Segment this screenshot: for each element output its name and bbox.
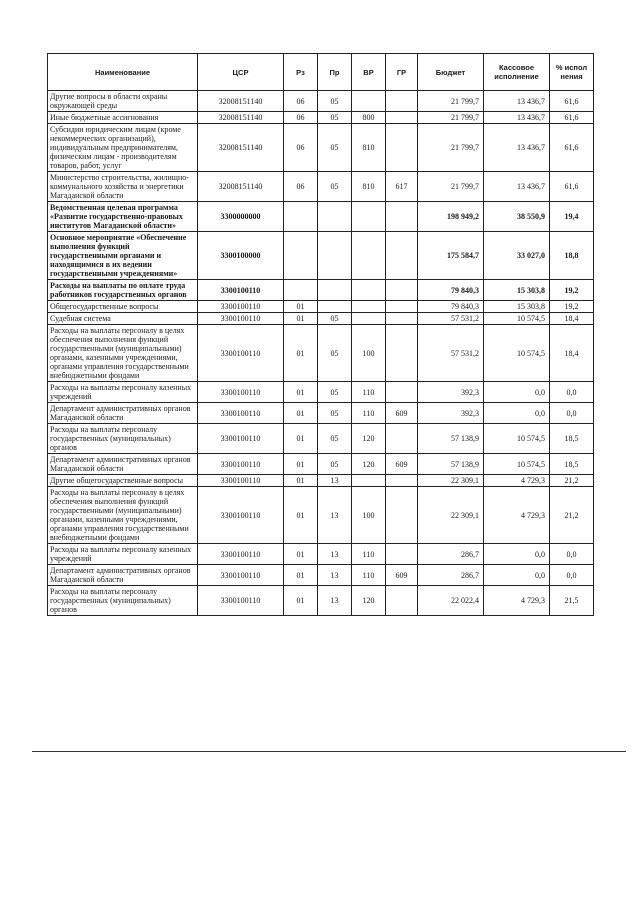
cell-pr: 05 bbox=[318, 112, 352, 124]
cell-pr: 05 bbox=[318, 313, 352, 325]
cell-csr: 3300100110 bbox=[198, 544, 284, 565]
cell-budget: 198 949,2 bbox=[418, 202, 484, 232]
cell-percent: 21,2 bbox=[550, 475, 594, 487]
cell-rz: 01 bbox=[284, 382, 318, 403]
cell-name: Расходы на выплаты персоналу казенных учреждений bbox=[48, 544, 198, 565]
cell-budget: 57 531,2 bbox=[418, 313, 484, 325]
cell-vr: 100 bbox=[352, 325, 386, 382]
footer-rule bbox=[32, 751, 626, 752]
cell-name: Департамент административных органов Магаданской области bbox=[48, 403, 198, 424]
cell-percent: 61,6 bbox=[550, 124, 594, 172]
cell-gr bbox=[386, 112, 418, 124]
cell-gr bbox=[386, 91, 418, 112]
cell-csr: 3300000000 bbox=[198, 202, 284, 232]
cell-budget: 79 840,3 bbox=[418, 280, 484, 301]
cell-budget: 286,7 bbox=[418, 565, 484, 586]
cell-vr bbox=[352, 475, 386, 487]
cell-execution: 4 729,3 bbox=[484, 475, 550, 487]
cell-percent: 61,6 bbox=[550, 91, 594, 112]
cell-vr bbox=[352, 202, 386, 232]
cell-csr: 3300100110 bbox=[198, 325, 284, 382]
cell-rz: 06 bbox=[284, 124, 318, 172]
cell-vr: 110 bbox=[352, 382, 386, 403]
cell-vr: 100 bbox=[352, 487, 386, 544]
cell-execution: 4 729,3 bbox=[484, 487, 550, 544]
cell-csr: 3300100110 bbox=[198, 475, 284, 487]
cell-rz: 06 bbox=[284, 172, 318, 202]
table-row bbox=[48, 382, 594, 403]
cell-rz: 01 bbox=[284, 565, 318, 586]
cell-vr: 120 bbox=[352, 454, 386, 475]
cell-budget: 21 799,7 bbox=[418, 172, 484, 202]
cell-percent: 18,4 bbox=[550, 325, 594, 382]
table-row bbox=[48, 403, 594, 424]
table-row bbox=[48, 424, 594, 454]
header-name: Наименование bbox=[48, 54, 198, 91]
cell-name: Департамент административных органов Магаданской области bbox=[48, 454, 198, 475]
header-csr: ЦСР bbox=[198, 54, 284, 91]
cell-name: Иные бюджетные ассигнования bbox=[48, 112, 198, 124]
cell-gr bbox=[386, 586, 418, 616]
cell-name: Расходы на выплаты по оплате труда работников государственных органов bbox=[48, 280, 198, 301]
table-header-row bbox=[48, 54, 594, 91]
cell-percent: 18,5 bbox=[550, 424, 594, 454]
cell-percent: 61,6 bbox=[550, 172, 594, 202]
cell-csr: 3300100110 bbox=[198, 586, 284, 616]
cell-rz: 01 bbox=[284, 424, 318, 454]
cell-vr: 810 bbox=[352, 172, 386, 202]
cell-pr: 05 bbox=[318, 403, 352, 424]
cell-gr bbox=[386, 325, 418, 382]
header-gr: ГР bbox=[386, 54, 418, 91]
cell-rz: 01 bbox=[284, 313, 318, 325]
cell-name: Расходы на выплаты персоналу в целях обеспечения выполнения функций государственными (муниципальными) органами, казенными учреждениями, органами управления государственными внебюджетными фондами bbox=[48, 325, 198, 382]
table-row bbox=[48, 91, 594, 112]
cell-percent: 21,5 bbox=[550, 586, 594, 616]
cell-pr: 13 bbox=[318, 475, 352, 487]
cell-rz bbox=[284, 232, 318, 280]
cell-csr: 32008151140 bbox=[198, 172, 284, 202]
cell-percent: 18,5 bbox=[550, 454, 594, 475]
cell-csr: 3300100110 bbox=[198, 382, 284, 403]
cell-csr: 3300100110 bbox=[198, 454, 284, 475]
cell-vr: 120 bbox=[352, 586, 386, 616]
cell-pr: 13 bbox=[318, 565, 352, 586]
header-vr: ВР bbox=[352, 54, 386, 91]
cell-csr: 3300100110 bbox=[198, 301, 284, 313]
cell-execution: 13 436,7 bbox=[484, 172, 550, 202]
cell-rz: 01 bbox=[284, 325, 318, 382]
cell-name: Субсидии юридическим лицам (кроме некоммерческих организаций), индивидуальным предпринимателям, физическим лицам - производителям товаров, работ, услуг bbox=[48, 124, 198, 172]
cell-rz: 01 bbox=[284, 475, 318, 487]
cell-budget: 22 022,4 bbox=[418, 586, 484, 616]
cell-budget: 57 138,9 bbox=[418, 454, 484, 475]
cell-budget: 392,3 bbox=[418, 382, 484, 403]
cell-budget: 57 531,2 bbox=[418, 325, 484, 382]
cell-execution: 0,0 bbox=[484, 565, 550, 586]
cell-rz bbox=[284, 280, 318, 301]
cell-gr bbox=[386, 313, 418, 325]
cell-rz: 01 bbox=[284, 403, 318, 424]
cell-name: Общегосударственные вопросы bbox=[48, 301, 198, 313]
cell-vr bbox=[352, 301, 386, 313]
cell-gr: 609 bbox=[386, 403, 418, 424]
cell-rz: 01 bbox=[284, 454, 318, 475]
header-rz: Рз bbox=[284, 54, 318, 91]
cell-vr: 110 bbox=[352, 403, 386, 424]
cell-budget: 286,7 bbox=[418, 544, 484, 565]
cell-pr: 05 bbox=[318, 424, 352, 454]
cell-csr: 32008151140 bbox=[198, 112, 284, 124]
cell-pr: 13 bbox=[318, 487, 352, 544]
cell-csr: 3300100110 bbox=[198, 424, 284, 454]
cell-rz: 01 bbox=[284, 487, 318, 544]
cell-csr: 3300100110 bbox=[198, 313, 284, 325]
cell-gr bbox=[386, 475, 418, 487]
cell-gr bbox=[386, 232, 418, 280]
cell-execution: 0,0 bbox=[484, 382, 550, 403]
table-row bbox=[48, 301, 594, 313]
cell-name: Департамент административных органов Магаданской области bbox=[48, 565, 198, 586]
cell-execution: 10 574,5 bbox=[484, 454, 550, 475]
cell-vr bbox=[352, 280, 386, 301]
cell-execution: 15 303,8 bbox=[484, 301, 550, 313]
cell-pr bbox=[318, 301, 352, 313]
table-row bbox=[48, 202, 594, 232]
cell-execution: 13 436,7 bbox=[484, 124, 550, 172]
cell-budget: 21 799,7 bbox=[418, 91, 484, 112]
table-row bbox=[48, 565, 594, 586]
header-pr: Пр bbox=[318, 54, 352, 91]
cell-rz: 06 bbox=[284, 112, 318, 124]
table-row bbox=[48, 232, 594, 280]
cell-budget: 392,3 bbox=[418, 403, 484, 424]
cell-rz bbox=[284, 202, 318, 232]
cell-execution: 13 436,7 bbox=[484, 112, 550, 124]
cell-gr bbox=[386, 424, 418, 454]
cell-rz: 06 bbox=[284, 91, 318, 112]
cell-pr: 05 bbox=[318, 124, 352, 172]
cell-rz: 01 bbox=[284, 586, 318, 616]
cell-percent: 0,0 bbox=[550, 382, 594, 403]
cell-pr: 05 bbox=[318, 454, 352, 475]
cell-csr: 3300100000 bbox=[198, 232, 284, 280]
cell-vr: 800 bbox=[352, 112, 386, 124]
cell-percent: 19,4 bbox=[550, 202, 594, 232]
cell-gr bbox=[386, 124, 418, 172]
cell-execution: 13 436,7 bbox=[484, 91, 550, 112]
cell-budget: 22 309,1 bbox=[418, 475, 484, 487]
cell-execution: 15 303,8 bbox=[484, 280, 550, 301]
cell-percent: 21,2 bbox=[550, 487, 594, 544]
header-percent: % испол нения bbox=[550, 54, 594, 91]
cell-vr: 110 bbox=[352, 544, 386, 565]
cell-gr: 609 bbox=[386, 454, 418, 475]
budget-table bbox=[47, 53, 594, 616]
cell-pr bbox=[318, 202, 352, 232]
cell-name: Министерство строительства, жилищно-коммунального хозяйства и энергетики Магаданской области bbox=[48, 172, 198, 202]
cell-execution: 10 574,5 bbox=[484, 313, 550, 325]
cell-execution: 0,0 bbox=[484, 403, 550, 424]
cell-execution: 33 027,0 bbox=[484, 232, 550, 280]
cell-percent: 18,4 bbox=[550, 313, 594, 325]
cell-gr bbox=[386, 487, 418, 544]
table-row bbox=[48, 172, 594, 202]
cell-rz: 01 bbox=[284, 301, 318, 313]
table-row bbox=[48, 475, 594, 487]
cell-budget: 21 799,7 bbox=[418, 112, 484, 124]
cell-percent: 0,0 bbox=[550, 403, 594, 424]
cell-vr: 110 bbox=[352, 565, 386, 586]
cell-pr: 05 bbox=[318, 325, 352, 382]
cell-pr: 05 bbox=[318, 382, 352, 403]
cell-pr: 13 bbox=[318, 544, 352, 565]
cell-name: Другие вопросы в области охраны окружающей среды bbox=[48, 91, 198, 112]
cell-budget: 22 309,1 bbox=[418, 487, 484, 544]
cell-csr: 32008151140 bbox=[198, 91, 284, 112]
cell-csr: 3300100110 bbox=[198, 565, 284, 586]
table-row bbox=[48, 454, 594, 475]
cell-pr bbox=[318, 232, 352, 280]
cell-percent: 0,0 bbox=[550, 544, 594, 565]
cell-name: Расходы на выплаты персоналу государственных (муниципальных) органов bbox=[48, 586, 198, 616]
cell-csr: 3300100110 bbox=[198, 487, 284, 544]
cell-percent: 19,2 bbox=[550, 301, 594, 313]
cell-gr: 609 bbox=[386, 565, 418, 586]
cell-gr bbox=[386, 382, 418, 403]
cell-vr bbox=[352, 313, 386, 325]
cell-pr: 05 bbox=[318, 91, 352, 112]
cell-gr bbox=[386, 544, 418, 565]
cell-name: Расходы на выплаты персоналу государственных (муниципальных) органов bbox=[48, 424, 198, 454]
cell-execution: 0,0 bbox=[484, 544, 550, 565]
cell-name: Другие общегосударственные вопросы bbox=[48, 475, 198, 487]
cell-execution: 38 550,9 bbox=[484, 202, 550, 232]
header-execution: Кассовое исполнение bbox=[484, 54, 550, 91]
table-row bbox=[48, 586, 594, 616]
cell-percent: 61,6 bbox=[550, 112, 594, 124]
cell-pr: 05 bbox=[318, 172, 352, 202]
cell-vr bbox=[352, 232, 386, 280]
cell-budget: 79 840,3 bbox=[418, 301, 484, 313]
cell-gr bbox=[386, 301, 418, 313]
cell-name: Ведомственная целевая программа «Развитие государственно-правовых институтов Магаданской области» bbox=[48, 202, 198, 232]
header-budget: Бюджет bbox=[418, 54, 484, 91]
cell-execution: 10 574,5 bbox=[484, 325, 550, 382]
cell-name: Основное мероприятие «Обеспечение выполнения функций государственными органами и находящимися в их ведении государственными учреждениями» bbox=[48, 232, 198, 280]
cell-csr: 32008151140 bbox=[198, 124, 284, 172]
cell-budget: 21 799,7 bbox=[418, 124, 484, 172]
cell-percent: 19,2 bbox=[550, 280, 594, 301]
cell-name: Судебная система bbox=[48, 313, 198, 325]
cell-csr: 3300100110 bbox=[198, 403, 284, 424]
table-row bbox=[48, 124, 594, 172]
cell-vr: 810 bbox=[352, 124, 386, 172]
cell-name: Расходы на выплаты персоналу в целях обеспечения выполнения функций государственными (муниципальными) органами, казенными учреждениями, органами управления государственными внебюджетными фондами bbox=[48, 487, 198, 544]
cell-gr: 617 bbox=[386, 172, 418, 202]
table-row bbox=[48, 112, 594, 124]
cell-vr: 120 bbox=[352, 424, 386, 454]
cell-vr bbox=[352, 91, 386, 112]
cell-execution: 4 729,3 bbox=[484, 586, 550, 616]
cell-pr: 13 bbox=[318, 586, 352, 616]
table-row bbox=[48, 280, 594, 301]
cell-budget: 57 138,9 bbox=[418, 424, 484, 454]
cell-percent: 18,8 bbox=[550, 232, 594, 280]
table-row bbox=[48, 325, 594, 382]
table-row bbox=[48, 313, 594, 325]
table-row bbox=[48, 487, 594, 544]
table-row bbox=[48, 544, 594, 565]
cell-name: Расходы на выплаты персоналу казенных учреждений bbox=[48, 382, 198, 403]
table-body bbox=[48, 91, 594, 616]
cell-rz: 01 bbox=[284, 544, 318, 565]
cell-gr bbox=[386, 280, 418, 301]
cell-percent: 0,0 bbox=[550, 565, 594, 586]
cell-budget: 175 584,7 bbox=[418, 232, 484, 280]
cell-csr: 3300100110 bbox=[198, 280, 284, 301]
cell-pr bbox=[318, 280, 352, 301]
cell-execution: 10 574,5 bbox=[484, 424, 550, 454]
cell-gr bbox=[386, 202, 418, 232]
